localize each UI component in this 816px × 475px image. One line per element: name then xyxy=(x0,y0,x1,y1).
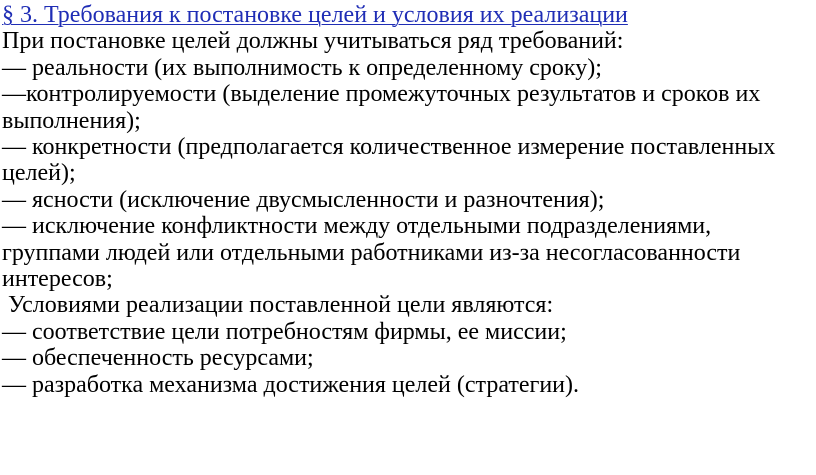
text-line: выполнения); xyxy=(2,107,141,134)
text-line: целей); xyxy=(2,160,76,187)
text-line: Условиями реализации поставленной цели являются: xyxy=(2,292,554,319)
text-line: —контролируемости (выделение промежуточных результатов и сроков их xyxy=(2,81,761,108)
text-line: При постановке целей должны учитываться ряд требований: xyxy=(2,28,624,55)
text-line: — конкретности (предполагается количественное измерение поставленных xyxy=(2,134,776,161)
document-body xyxy=(2,2,802,398)
text-line: — реальности (их выполнимость к определенному сроку); xyxy=(2,54,602,81)
text-line: — ясности (исключение двусмысленности и разночтения); xyxy=(2,186,605,213)
text-line: — соответствие цели потребностям фирмы, ее миссии; xyxy=(2,318,567,345)
text-line: группами людей или отдельными работниками из-за несогласованности xyxy=(2,239,741,266)
section-heading-link[interactable]: § 3. Требования к постановке целей и условия их реализации xyxy=(2,2,628,28)
text-line: интересов; xyxy=(2,266,113,293)
text-line: — обеспеченность ресурсами; xyxy=(2,345,314,372)
text-line: — исключение конфликтности между отдельными подразделениями, xyxy=(2,213,712,240)
text-line: — разработка механизма достижения целей (стратегии). xyxy=(2,371,580,398)
